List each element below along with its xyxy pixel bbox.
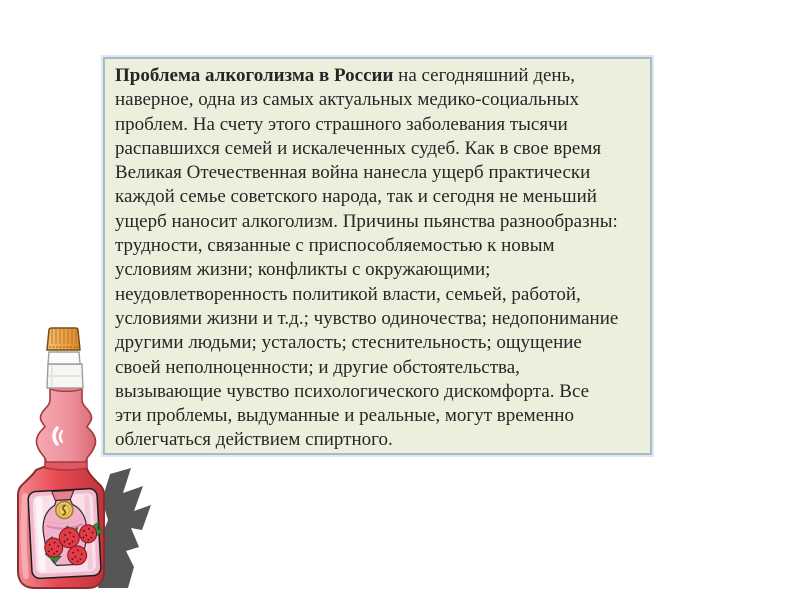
text-line: другими людьми; усталость; стеснительность; ощущение bbox=[115, 332, 582, 354]
paragraph bbox=[115, 64, 641, 453]
strawberry bbox=[79, 524, 97, 543]
bottle-bulb bbox=[36, 388, 95, 462]
text-line: ущерб наносит алкоголизм. Причины пьянства разнообразны: bbox=[115, 210, 618, 232]
text-line: проблем. На счету этого страшного заболевания тысячи bbox=[115, 113, 568, 135]
text-block bbox=[103, 57, 652, 455]
strawberry bbox=[67, 545, 87, 565]
text-line: облегчаться действием спиртного. bbox=[115, 429, 393, 451]
cap-dots bbox=[49, 346, 78, 348]
body-highlight bbox=[24, 496, 26, 576]
cap-ridges bbox=[52, 329, 76, 344]
bottle-illustration bbox=[10, 322, 160, 594]
text-line: эти проблемы, выдуманные и реальные, могут временно bbox=[115, 405, 574, 427]
bottle-shadow bbox=[98, 468, 151, 588]
text-line: Проблема алкоголизма в России на сегодняшний день, bbox=[115, 65, 576, 86]
text-line: условиями жизни и т.д.; чувство одиночества; недопонимание bbox=[115, 307, 619, 329]
text-line: трудности, связанные с приспособляемостью к новым bbox=[115, 235, 555, 257]
text-line: наверное, одна из самых актуальных медико-социальных bbox=[115, 89, 579, 111]
text-line: Великая Отечественная война нанесла ущерб практически bbox=[115, 162, 591, 184]
text-line: неудовлетворенность политикой власти, семьей, работой, bbox=[115, 283, 581, 305]
gold-seal bbox=[55, 501, 73, 519]
bottle-label bbox=[28, 488, 106, 579]
text-line: каждой семье советского народа, так и сегодня не меньший bbox=[115, 186, 597, 208]
text-line: своей неполноценности; и другие обстоятельства, bbox=[115, 356, 520, 378]
text-line: условиям жизни; конфликты с окружающими; bbox=[115, 259, 491, 281]
text-line: распавшихся семей и искалеченных судеб. Как в свое время bbox=[115, 137, 602, 159]
bottle-glass-collar bbox=[48, 352, 80, 364]
label-art-cap bbox=[52, 490, 74, 500]
text-line: вызывающие чувство психологического дискомфорта. Все bbox=[115, 380, 590, 402]
strawberry bbox=[59, 527, 80, 548]
